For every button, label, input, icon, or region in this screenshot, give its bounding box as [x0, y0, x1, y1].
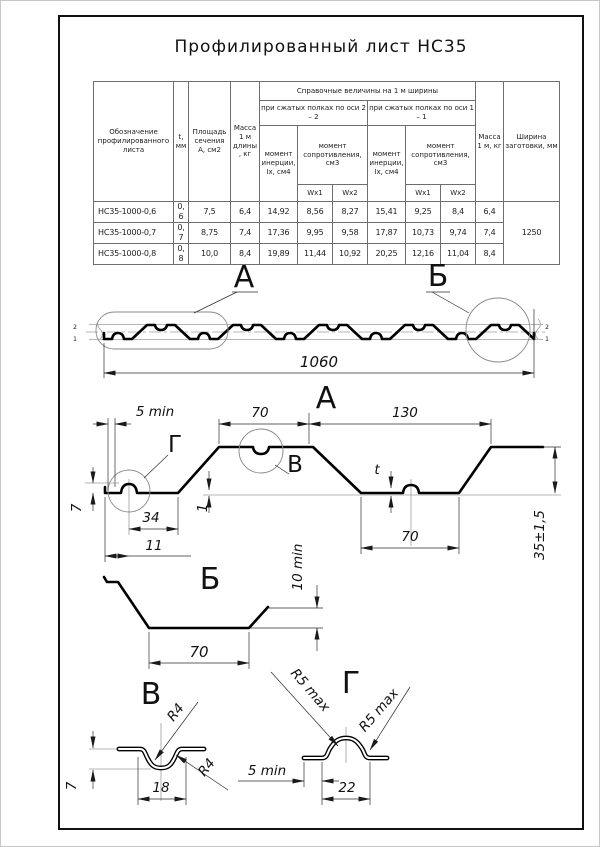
- cell-name: НС35-1000-0,8: [94, 244, 174, 265]
- cell: 0,6: [174, 202, 189, 223]
- cell: 20,25: [368, 244, 406, 265]
- group-axis-2-2: при сжатых полках по оси 2 – 2: [260, 101, 368, 126]
- overview-profile: [73, 259, 549, 378]
- cell: 10,0: [189, 244, 231, 265]
- section-v-title: В: [140, 677, 162, 712]
- dim-1-label: 1: [195, 503, 211, 513]
- dim-r5-left-label: R5 max: [287, 665, 334, 716]
- col-designation: Обозначение профилированного листа: [94, 82, 174, 202]
- dim-5min-label: 5 min: [247, 763, 287, 779]
- axis-mark-right-top: 2: [545, 324, 549, 331]
- dim-r4-outer-label: R4: [195, 755, 219, 780]
- cell: 7,4: [231, 223, 260, 244]
- callout-circle-v: [239, 429, 283, 473]
- cell: 14,92: [260, 202, 298, 223]
- section-a-title: А: [315, 381, 337, 416]
- cell: 11,04: [441, 244, 476, 265]
- axis-mark-left-bottom: 1: [73, 336, 77, 343]
- cell: 17,36: [260, 223, 298, 244]
- cell: 6,4: [231, 202, 260, 223]
- section-b-detail: [104, 544, 323, 669]
- cell: 8,4: [231, 244, 260, 265]
- cell: 8,75: [189, 223, 231, 244]
- cell: 9,74: [441, 223, 476, 244]
- cell: 9,58: [333, 223, 368, 244]
- cell: 6,4: [476, 202, 504, 223]
- section-b-title: Б: [199, 562, 221, 597]
- cell: 17,87: [368, 223, 406, 244]
- col-resistance-2-2: момент сопротивления, см3: [298, 126, 368, 185]
- technical-drawing: [1, 1, 600, 847]
- dim-r4-inner-label: R4: [164, 700, 188, 725]
- cell: 8,56: [298, 202, 333, 223]
- col-blank-width: Ширина заготовки, мм: [504, 82, 560, 202]
- section-v-detail: [64, 677, 228, 805]
- cell: 19,89: [260, 244, 298, 265]
- section-a-detail: [69, 381, 561, 562]
- col-resistance-1-1: момент сопротивления, см3: [406, 126, 476, 185]
- dim-r5-right-label: R5 max: [355, 685, 402, 736]
- section-a-label-v: В: [287, 452, 303, 478]
- col-area: Площадь сечения А, см2: [189, 82, 231, 202]
- col-thickness: t, мм: [174, 82, 189, 202]
- dim-70-bottom-label: 70: [401, 529, 419, 545]
- cell-blank-width: 1250: [504, 202, 560, 265]
- cell: 10,73: [406, 223, 441, 244]
- callout-circle-b: [466, 298, 530, 362]
- cell: 9,25: [406, 202, 441, 223]
- dim-22-label: 22: [338, 780, 356, 796]
- cell: 0,8: [174, 244, 189, 265]
- section-a-label-g: Г: [167, 432, 183, 458]
- axis-mark-left-top: 2: [73, 324, 77, 331]
- dim-11-label: 11: [145, 538, 163, 554]
- cell: 9,95: [298, 223, 333, 244]
- sheet-title: Профилированный лист НС35: [174, 37, 468, 57]
- section-g-detail: [238, 666, 410, 805]
- dim-t-label: t: [374, 462, 380, 478]
- dim-18-label: 18: [152, 780, 170, 796]
- col-wx2-2-2: Wx2: [333, 185, 368, 202]
- cell-name: НС35-1000-0,6: [94, 202, 174, 223]
- col-inertia-1-1: момент инерции, Ix, см4: [368, 126, 406, 202]
- cell: 15,41: [368, 202, 406, 223]
- col-mass: Масса 1 м, кг: [476, 82, 504, 202]
- cell: 12,16: [406, 244, 441, 265]
- dim-70-top-label: 70: [251, 405, 269, 421]
- cell: 10,92: [333, 244, 368, 265]
- section-b-outline: [104, 577, 268, 628]
- col-mass-per-length: Масса 1 м длины, кг: [231, 82, 260, 202]
- dim-1060-label: 1060: [299, 353, 339, 371]
- cell: 8,27: [333, 202, 368, 223]
- cell: 8,4: [441, 202, 476, 223]
- cell: 8,4: [476, 244, 504, 265]
- group-reference-values: Справочные величины на 1 м ширины: [260, 82, 476, 101]
- cell: 7,5: [189, 202, 231, 223]
- overview-label-b: Б: [427, 259, 449, 294]
- dim-130-label: 130: [392, 405, 418, 421]
- cell-name: НС35-1000-0,7: [94, 223, 174, 244]
- group-axis-1-1: при сжатых полках по оси 1 – 1: [368, 101, 476, 126]
- dim-7-label: 7: [69, 503, 85, 513]
- dim-70-label: 70: [189, 643, 209, 661]
- dim-7-label: 7: [64, 781, 80, 791]
- col-inertia-2-2: момент инерции, Ix, см4: [260, 126, 298, 202]
- dim-5min-label: 5 min: [135, 404, 175, 420]
- cell: 0,7: [174, 223, 189, 244]
- dim-34-label: 34: [142, 510, 160, 526]
- col-wx1-1-1: Wx1: [406, 185, 441, 202]
- dim-10min-label: 10 min: [290, 543, 306, 591]
- col-wx2-1-1: Wx2: [441, 185, 476, 202]
- cell: 11,44: [298, 244, 333, 265]
- dim-35-label: 35±1,5: [532, 510, 548, 560]
- section-g-title: Г: [341, 666, 361, 701]
- axis-mark-right-bottom: 1: [545, 336, 549, 343]
- cell: 7,4: [476, 223, 504, 244]
- overview-label-a: А: [233, 260, 255, 295]
- col-wx1-2-2: Wx1: [298, 185, 333, 202]
